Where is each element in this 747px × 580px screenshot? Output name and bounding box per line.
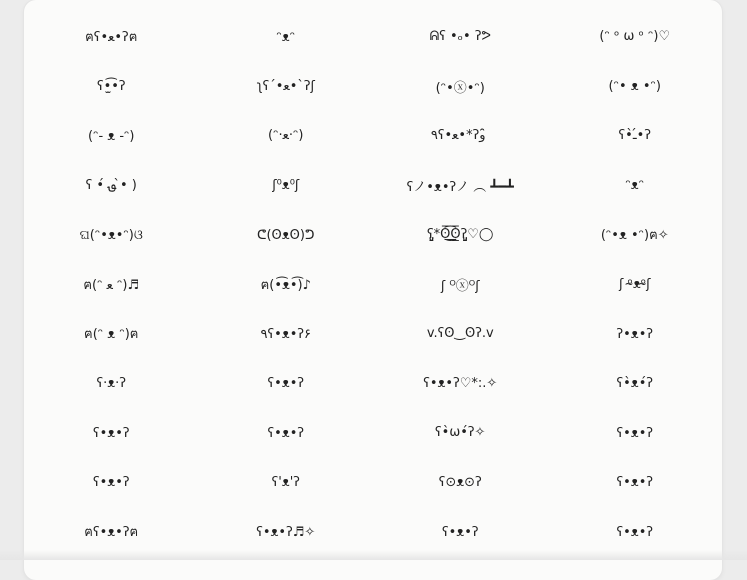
kaomoji-text: ʕ•̀ω•́ʔ✧: [435, 425, 485, 440]
kaomoji-item[interactable]: [199, 309, 374, 359]
kaomoji-item[interactable]: [373, 161, 548, 211]
kaomoji-item[interactable]: [373, 359, 548, 409]
kaomoji-text: (ᵔ• ᴥ •ᵔ): [609, 78, 661, 94]
kaomoji-text: ᕦ(ʘᴥʘ)ᕤ: [257, 227, 314, 243]
kaomoji-text: ʕ•̀ـ•́ʔ: [619, 128, 651, 143]
kaomoji-text: ᕱʕ •ₒ• ʔᕗ: [430, 29, 491, 44]
kaomoji-item[interactable]: [548, 161, 723, 211]
kaomoji-text: ʃ ᴼⓧᴼʃ: [441, 275, 480, 294]
kaomoji-item[interactable]: [373, 111, 548, 161]
kaomoji-text: ʕ•ᴥ•ʔ: [617, 474, 654, 490]
kaomoji-text: (ᵔ·ﻌ·ᵔ): [268, 128, 303, 143]
kaomoji-item[interactable]: [548, 359, 723, 409]
kaomoji-item[interactable]: [373, 62, 548, 112]
kaomoji-text: ʅʕ´•ﻌ•`ʔʃ: [257, 79, 315, 94]
kaomoji-item[interactable]: [199, 111, 374, 161]
kaomoji-text: ʕ •́ ؈ •̀ ): [86, 178, 137, 193]
kaomoji-text: ʕノ•ᴥ•ʔノ ︵ ┻━┻: [407, 176, 514, 195]
kaomoji-item[interactable]: [24, 111, 199, 161]
kaomoji-text: (ᵔ- ᴥ -ᵔ): [88, 128, 134, 144]
kaomoji-item[interactable]: [548, 210, 723, 260]
kaomoji-text: ʕ•ᴥ•ʔ: [268, 425, 305, 441]
kaomoji-text: ʕ•ᴥ•ʔ: [93, 425, 130, 441]
kaomoji-item[interactable]: [24, 458, 199, 508]
kaomoji-text: ฅʕ•ﻌ•ʔฅ: [85, 26, 137, 47]
kaomoji-text: ʕ•ᴥ•ʔ: [617, 524, 654, 540]
kaomoji-item[interactable]: [199, 161, 374, 211]
kaomoji-text: ʃ⁰ᴥ⁰ʃ: [272, 177, 299, 193]
kaomoji-item[interactable]: [548, 12, 723, 62]
kaomoji-item[interactable]: [373, 408, 548, 458]
kaomoji-text: ᵔᴥᵔ: [276, 29, 295, 45]
kaomoji-text: ʕ⊙ᴥ⊙ʔ: [439, 474, 482, 490]
kaomoji-text: (ᵔ•ᴥ •ᵔ)ฅ✧: [601, 224, 669, 245]
kaomoji-text: ʕ•ᴥ•ʔ: [617, 425, 654, 441]
kaomoji-item[interactable]: [199, 12, 374, 62]
kaomoji-text: ʕ•ᴥ•ʔ: [93, 474, 130, 490]
kaomoji-text: ଘ(ᵔ•ᴥ•ᵔ)ଓ: [80, 227, 143, 243]
kaomoji-text: ʃ ᵒ̴ᴥᵒ̴ʃ: [619, 276, 651, 292]
kaomoji-item[interactable]: [548, 62, 723, 112]
kaomoji-text: ʕ•ᴥ•ʔ: [268, 375, 305, 391]
kaomoji-item[interactable]: [24, 260, 199, 310]
kaomoji-item[interactable]: [199, 458, 374, 508]
kaomoji-text: ʔ•ᴥ•ʔ: [617, 326, 654, 342]
kaomoji-item[interactable]: [199, 210, 374, 260]
kaomoji-item[interactable]: [24, 210, 199, 260]
kaomoji-text: (ᵔ•ⓧ•ᵔ): [436, 77, 485, 96]
kaomoji-text: v.ʕʘ‿ʘʔ.v: [427, 326, 494, 341]
scroll-shade: [0, 550, 747, 560]
kaomoji-text: ʕ•̀ᴥ•́ʔ: [617, 375, 654, 391]
kaomoji-item[interactable]: [24, 161, 199, 211]
kaomoji-item[interactable]: [24, 12, 199, 62]
kaomoji-item[interactable]: [548, 260, 723, 310]
kaomoji-grid: [24, 12, 722, 557]
kaomoji-item[interactable]: [24, 408, 199, 458]
kaomoji-item[interactable]: [24, 309, 199, 359]
kaomoji-text: (ᵔ ᵒ ω ᵒ ᵔ)♡: [599, 29, 670, 44]
kaomoji-text: ٩ʕ•ﻌ•*ʔو ̑̑: [431, 128, 490, 143]
kaomoji-item[interactable]: [24, 62, 199, 112]
kaomoji-text: ʕ'ᴥ'ʔ: [272, 474, 300, 490]
kaomoji-item[interactable]: [373, 309, 548, 359]
kaomoji-item[interactable]: [373, 12, 548, 62]
kaomoji-item[interactable]: [548, 309, 723, 359]
kaomoji-item[interactable]: [199, 408, 374, 458]
kaomoji-item[interactable]: [548, 458, 723, 508]
kaomoji-text: ʕ̡̢̡*ʘ̅͟͜͡ʘ̲̅ʔ̡̢̡♡◯: [427, 227, 493, 242]
kaomoji-text: ʕ•ᴥ•ʔ: [442, 524, 479, 540]
kaomoji-item[interactable]: [199, 62, 374, 112]
kaomoji-text: ʕ•̫͡•ʔ: [97, 79, 126, 94]
kaomoji-item[interactable]: [373, 210, 548, 260]
kaomoji-item[interactable]: [373, 458, 548, 508]
kaomoji-text: ฅ(•͡ᴥ•͡)♪: [261, 274, 311, 295]
kaomoji-item[interactable]: [548, 408, 723, 458]
kaomoji-item[interactable]: [548, 111, 723, 161]
kaomoji-text: ฅ(ᵔ ᴥ ᵔ)ฅ: [84, 323, 138, 344]
kaomoji-text: ฅʕ•ᴥ•ʔฅ: [84, 521, 138, 542]
kaomoji-text: ʕ·ᴥ·ʔ: [97, 375, 126, 391]
kaomoji-text: ฅ(ᵔ ﻌ ᵔ)♬: [83, 274, 139, 295]
kaomoji-text: ٩ʕ•ᴥ•ʔ۶: [261, 326, 311, 342]
kaomoji-text: ʕ•ᴥ•ʔ♡*:.✧: [423, 375, 497, 391]
kaomoji-text: ʕ•ᴥ•ʔ♬✧: [256, 524, 315, 540]
kaomoji-text: ᵔᴥᵔ: [625, 177, 644, 193]
kaomoji-item[interactable]: [199, 359, 374, 409]
kaomoji-item[interactable]: [199, 260, 374, 310]
kaomoji-item[interactable]: [24, 359, 199, 409]
kaomoji-item[interactable]: [373, 260, 548, 310]
